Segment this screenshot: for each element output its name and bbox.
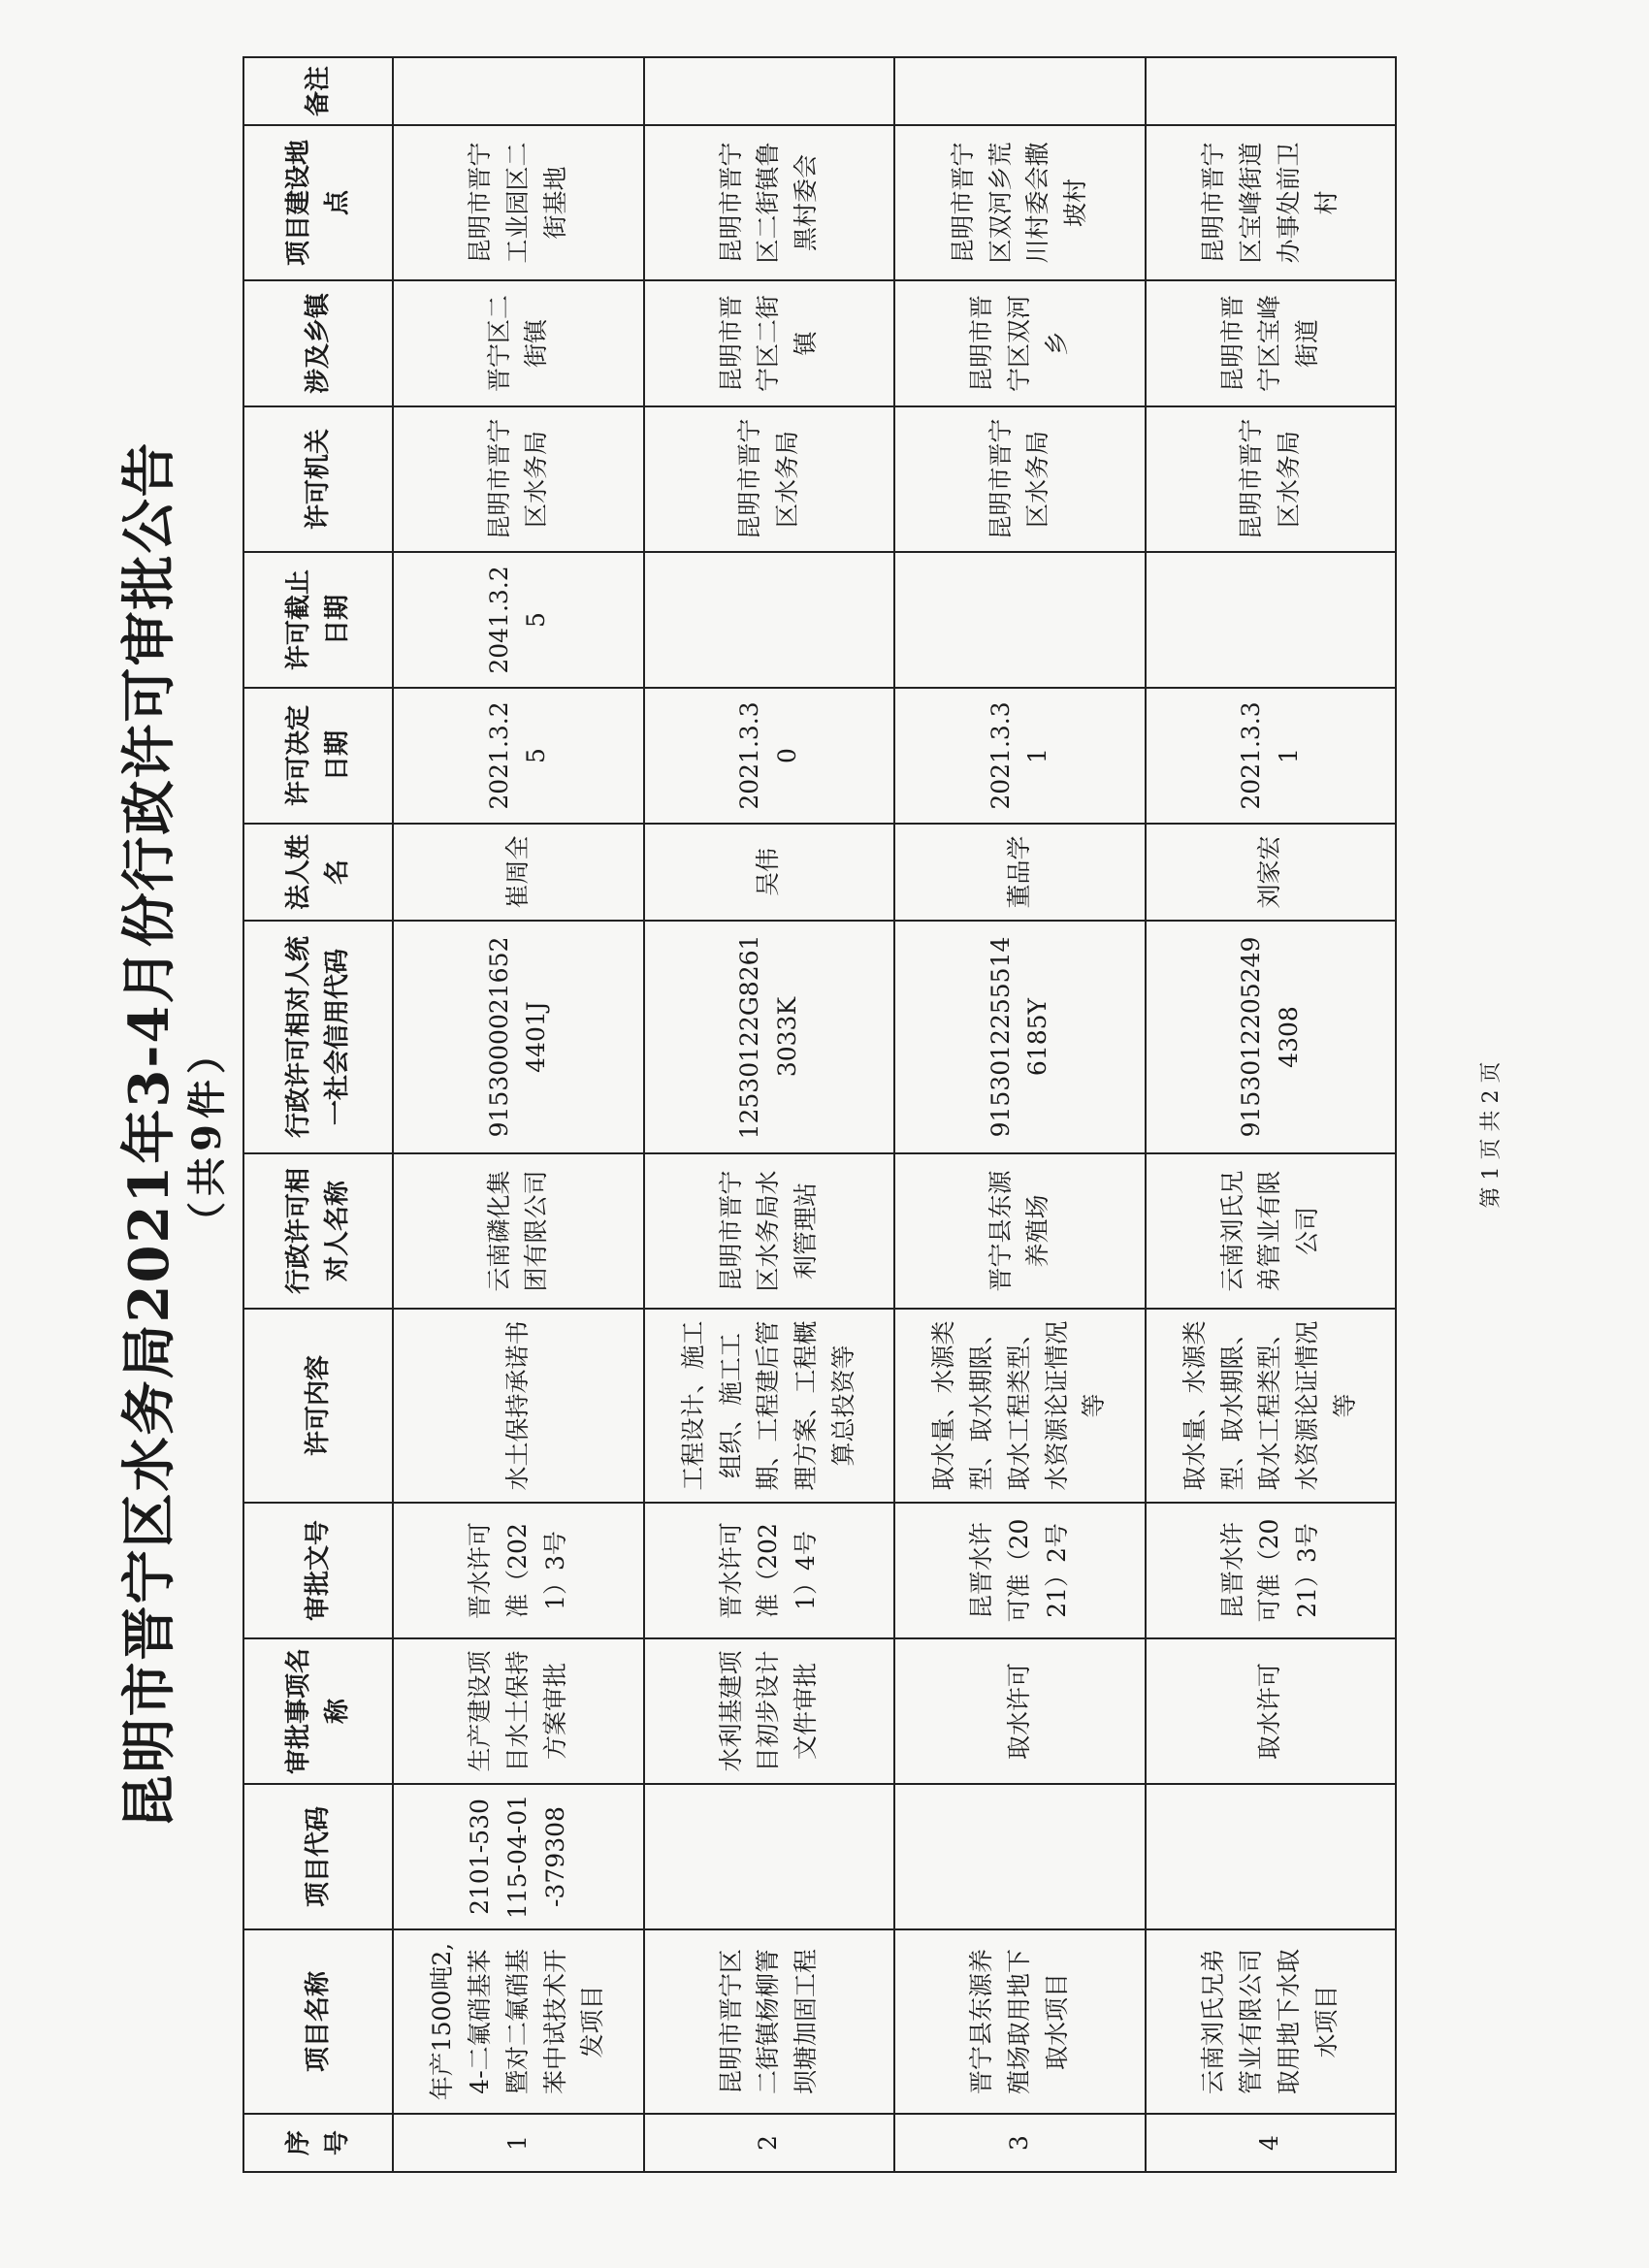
cell-remark — [1146, 57, 1397, 125]
cell-counterparty: 云南磷化集团有限公司 — [393, 1153, 644, 1309]
cell-counterparty: 云南刘氏兄弟管业有限公司 — [1146, 1153, 1397, 1309]
header-project-name: 项目名称 — [243, 1929, 393, 2114]
table-row — [1146, 57, 1397, 2172]
cell-content: 水土保持承诺书 — [393, 1309, 644, 1503]
cell-deadline — [644, 552, 895, 688]
cell-location: 昆明市晋宁工业园区二街基地 — [393, 125, 644, 280]
cell-counterparty: 晋宁县东源养殖场 — [894, 1153, 1146, 1309]
header-remark: 备注 — [243, 57, 393, 125]
header-decision-date: 许可决定日期 — [243, 688, 393, 824]
cell-credit-code: 91530122052494308 — [1146, 921, 1397, 1153]
cell-project-code: 2101-530115-04-01-379308 — [393, 1784, 644, 1929]
cell-approval-no: 昆晋水许可准（2021）3号 — [1146, 1503, 1397, 1638]
table-row — [894, 57, 1146, 2172]
cell-remark — [894, 57, 1146, 125]
cell-project-code — [644, 1784, 895, 1929]
header-item-name: 审批事项名称 — [243, 1638, 393, 1784]
cell-decision-date: 2021.3.25 — [393, 688, 644, 824]
cell-authority: 昆明市晋宁区水务局 — [644, 406, 895, 552]
cell-item-name: 取水许可 — [1146, 1638, 1397, 1784]
cell-deadline — [1146, 552, 1397, 688]
header-legal-person: 法人姓名 — [243, 824, 393, 921]
cell-project-name: 年产1500吨2,4-二氟硝基苯暨对二氟硝基苯中试技术开发项目 — [393, 1929, 644, 2114]
cell-location: 昆明市晋宁区双河乡荒川村委会撒坡村 — [894, 125, 1146, 280]
cell-location: 昆明市晋宁区二街镇鲁黑村委会 — [644, 125, 895, 280]
cell-credit-code: 91530122555146185Y — [894, 921, 1146, 1153]
cell-item-name: 水利基建项目初步设计文件审批 — [644, 1638, 895, 1784]
header-deadline: 许可截止日期 — [243, 552, 393, 688]
header-township: 涉及乡镇 — [243, 280, 393, 406]
cell-item-name: 生产建设项目水土保持方案审批 — [393, 1638, 644, 1784]
cell-content: 取水量、水源类型、取水期限、取水工程类型、水资源论证情况等 — [1146, 1309, 1397, 1503]
cell-township: 昆明市晋宁区宝峰街道 — [1146, 280, 1397, 406]
header-counterparty: 行政许可相对人名称 — [243, 1153, 393, 1309]
cell-township: 昆明市晋宁区双河乡 — [894, 280, 1146, 406]
page-title: 昆明市晋宁区水务局2021年3-4月份行政许可审批公告 — [117, 440, 181, 1830]
header-content: 许可内容 — [243, 1309, 393, 1503]
cell-approval-no: 昆晋水许可准（2021）2号 — [894, 1503, 1146, 1638]
cell-authority: 昆明市晋宁区水务局 — [1146, 406, 1397, 552]
table-header-row — [243, 57, 393, 2172]
cell-item-name: 取水许可 — [894, 1638, 1146, 1784]
cell-authority: 昆明市晋宁区水务局 — [894, 406, 1146, 552]
cell-no: 1 — [393, 2114, 644, 2172]
cell-remark — [393, 57, 644, 125]
cell-credit-code: 12530122G82613033K — [644, 921, 895, 1153]
cell-decision-date: 2021.3.30 — [644, 688, 895, 824]
rotated-sheet — [97, 65, 1552, 2202]
approval-table — [242, 56, 1397, 2173]
header-project-code: 项目代码 — [243, 1784, 393, 1929]
cell-project-code — [1146, 1784, 1397, 1929]
cell-location: 昆明市晋宁区宝峰街道办事处前卫村 — [1146, 125, 1397, 280]
cell-project-name: 昆明市晋宁区二街镇杨柳箐坝塘加固工程 — [644, 1929, 895, 2114]
cell-approval-no: 晋水许可准（2021）4号 — [644, 1503, 895, 1638]
header-authority: 许可机关 — [243, 406, 393, 552]
header-credit-code: 行政许可相对人统一社会信用代码 — [243, 921, 393, 1153]
table-row — [644, 57, 895, 2172]
cell-project-code — [894, 1784, 1146, 1929]
cell-township: 晋宁区二街镇 — [393, 280, 644, 406]
cell-deadline — [894, 552, 1146, 688]
cell-project-name: 云南刘氏兄弟管业有限公司取用地下水取水项目 — [1146, 1929, 1397, 2114]
cell-deadline: 2041.3.25 — [393, 552, 644, 688]
cell-approval-no: 晋水许可准（2021）3号 — [393, 1503, 644, 1638]
cell-township: 昆明市晋宁区二街镇 — [644, 280, 895, 406]
cell-legal-person: 崔周全 — [393, 824, 644, 921]
cell-legal-person: 吴伟 — [644, 824, 895, 921]
cell-project-name: 晋宁县东源养殖场取用地下取水项目 — [894, 1929, 1146, 2114]
cell-counterparty: 昆明市晋宁区水务局水利管理站 — [644, 1153, 895, 1309]
cell-content: 取水量、水源类型、取水期限、取水工程类型、水资源论证情况等 — [894, 1309, 1146, 1503]
cell-content: 工程设计、施工组织、施工工期、工程建后管理方案、工程概算总投资等 — [644, 1309, 895, 1503]
page-subtitle: （共9件） — [184, 1029, 230, 1241]
table-row — [393, 57, 644, 2172]
cell-legal-person: 刘家宏 — [1146, 824, 1397, 921]
cell-no: 3 — [894, 2114, 1146, 2172]
cell-no: 2 — [644, 2114, 895, 2172]
page-footer: 第 1 页 共 2 页 — [1479, 1061, 1504, 1209]
header-approval-no: 审批文号 — [243, 1503, 393, 1638]
cell-authority: 昆明市晋宁区水务局 — [393, 406, 644, 552]
cell-no: 4 — [1146, 2114, 1397, 2172]
header-no: 序号 — [243, 2114, 393, 2172]
cell-remark — [644, 57, 895, 125]
cell-decision-date: 2021.3.31 — [894, 688, 1146, 824]
cell-decision-date: 2021.3.31 — [1146, 688, 1397, 824]
header-location: 项目建设地点 — [243, 125, 393, 280]
cell-credit-code: 91530000216524401J — [393, 921, 644, 1153]
cell-legal-person: 董品学 — [894, 824, 1146, 921]
